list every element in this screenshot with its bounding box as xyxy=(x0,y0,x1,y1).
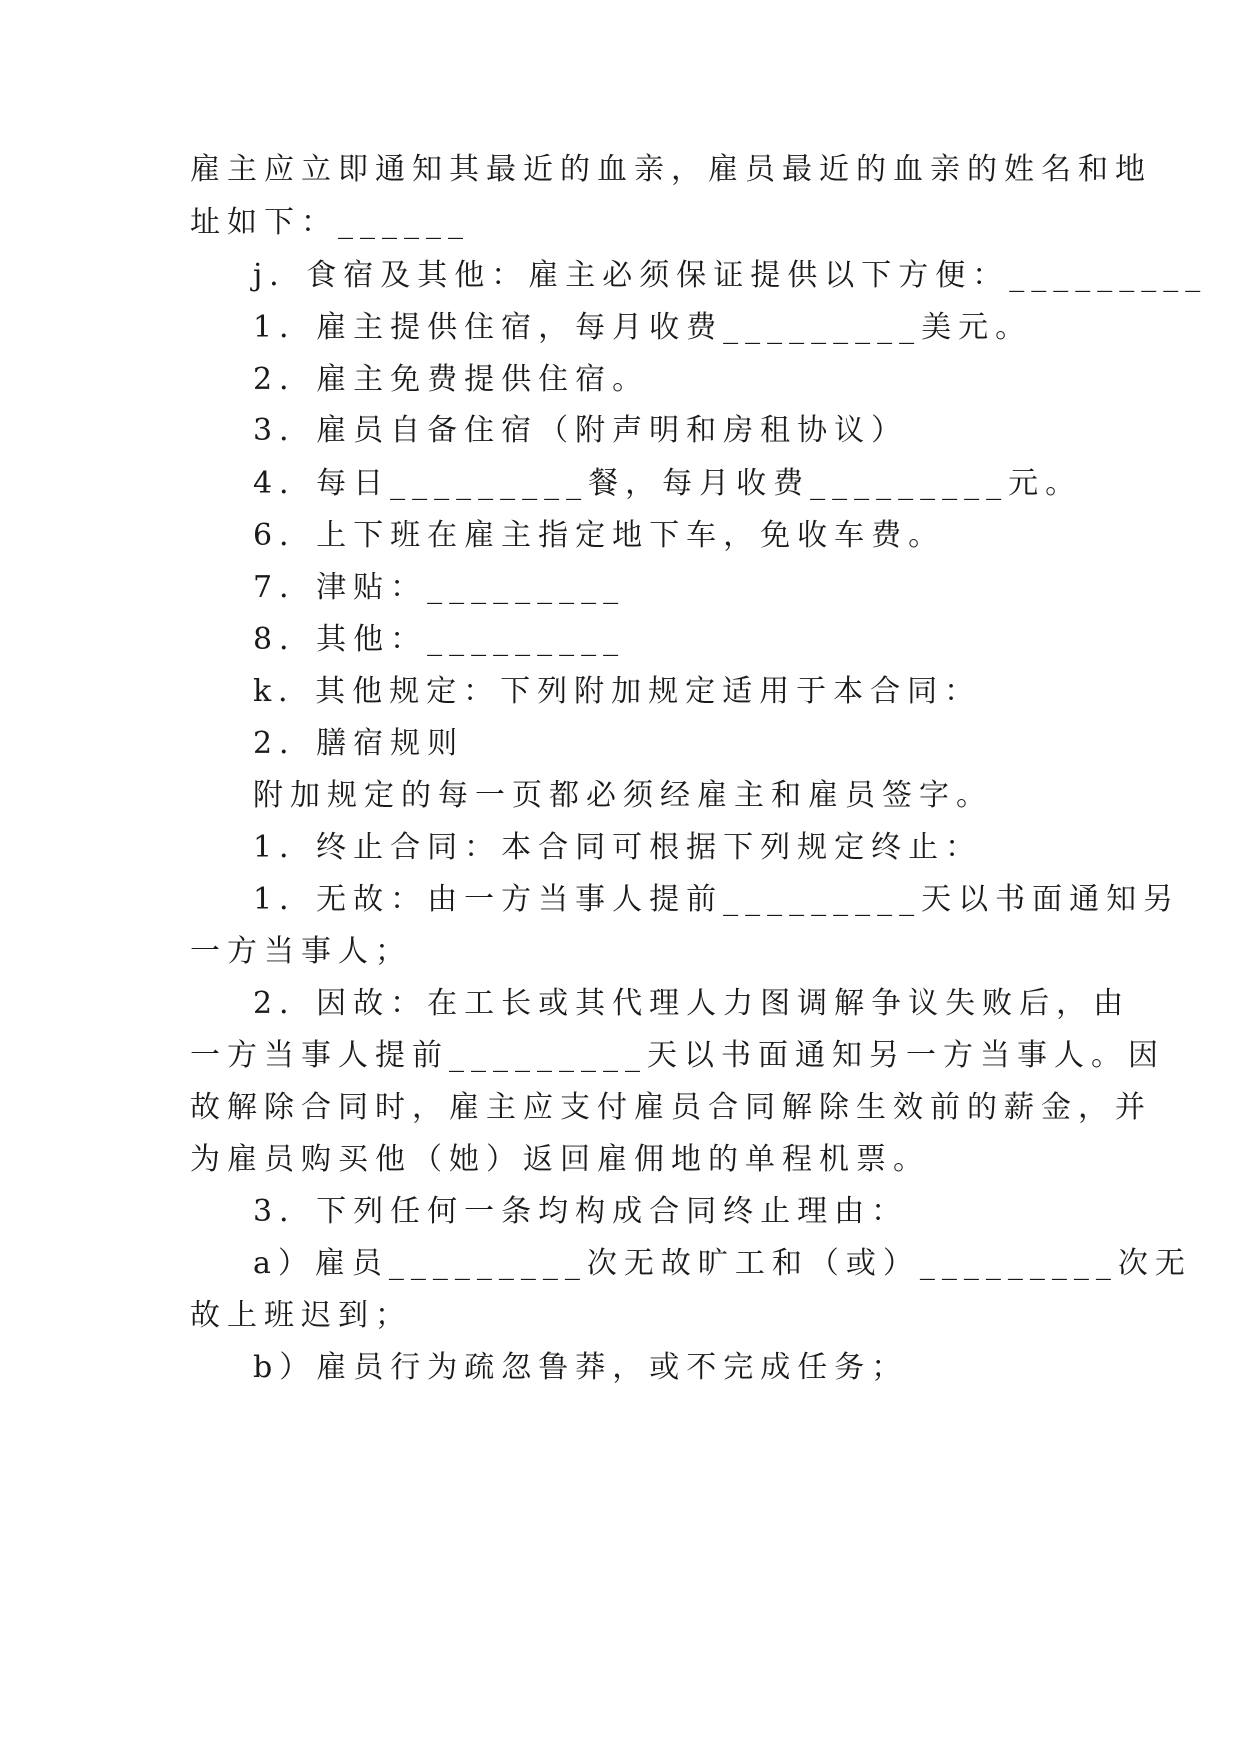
paragraph-line: b）雇员行为疏忽鲁莽，或不完成任务； xyxy=(253,1350,909,1385)
paragraph-line: 2．雇主免费提供住宿。 xyxy=(253,362,650,397)
paragraph-line: 4．每日_________餐，每月收费_________元。 xyxy=(253,466,1083,501)
paragraph-line: 6．上下班在雇主指定地下车，免收车费。 xyxy=(253,518,946,553)
paragraph-line: 附加规定的每一页都必须经雇主和雇员签字。 xyxy=(253,778,993,813)
paragraph-line: 3．下列任何一条均构成合同终止理由： xyxy=(253,1194,909,1229)
paragraph-line: 7．津贴：_________ xyxy=(253,570,626,605)
paragraph-line: k．其他规定：下列附加规定适用于本合同： xyxy=(253,674,982,709)
paragraph-line: 2．膳宿规则 xyxy=(253,726,465,761)
paragraph-line: j．食宿及其他：雇主必须保证提供以下方便：_________ xyxy=(253,258,1208,293)
paragraph-line: 故解除合同时，雇主应支付雇员合同解除生效前的薪金，并 xyxy=(190,1090,1152,1125)
paragraph-line: 8．其他：_________ xyxy=(253,622,626,657)
paragraph-line: 1．雇主提供住宿，每月收费_________美元。 xyxy=(253,310,1033,345)
paragraph-line: 1．终止合同：本合同可根据下列规定终止： xyxy=(253,830,983,865)
paragraph-line: 2．因故：在工长或其代理人力图调解争议失败后，由 xyxy=(253,986,1131,1021)
paragraph-line: a）雇员_________次无故旷工和（或）_________次无 xyxy=(253,1246,1192,1281)
paragraph-line: 一方当事人提前_________天以书面通知另一方当事人。因 xyxy=(190,1038,1165,1073)
paragraph-line: 1．无故：由一方当事人提前_________天以书面通知另 xyxy=(253,882,1181,917)
paragraph-line: 为雇员购买他（她）返回雇佣地的单程机票。 xyxy=(190,1142,930,1177)
paragraph-line: 3．雇员自备住宿（附声明和房租协议） xyxy=(253,413,909,448)
paragraph-line: 故上班迟到； xyxy=(190,1298,412,1333)
paragraph-line: 一方当事人； xyxy=(190,934,412,969)
paragraph-line: 址如下：______ xyxy=(190,205,470,240)
paragraph-line: 雇主应立即通知其最近的血亲，雇员最近的血亲的姓名和地 xyxy=(190,152,1152,187)
